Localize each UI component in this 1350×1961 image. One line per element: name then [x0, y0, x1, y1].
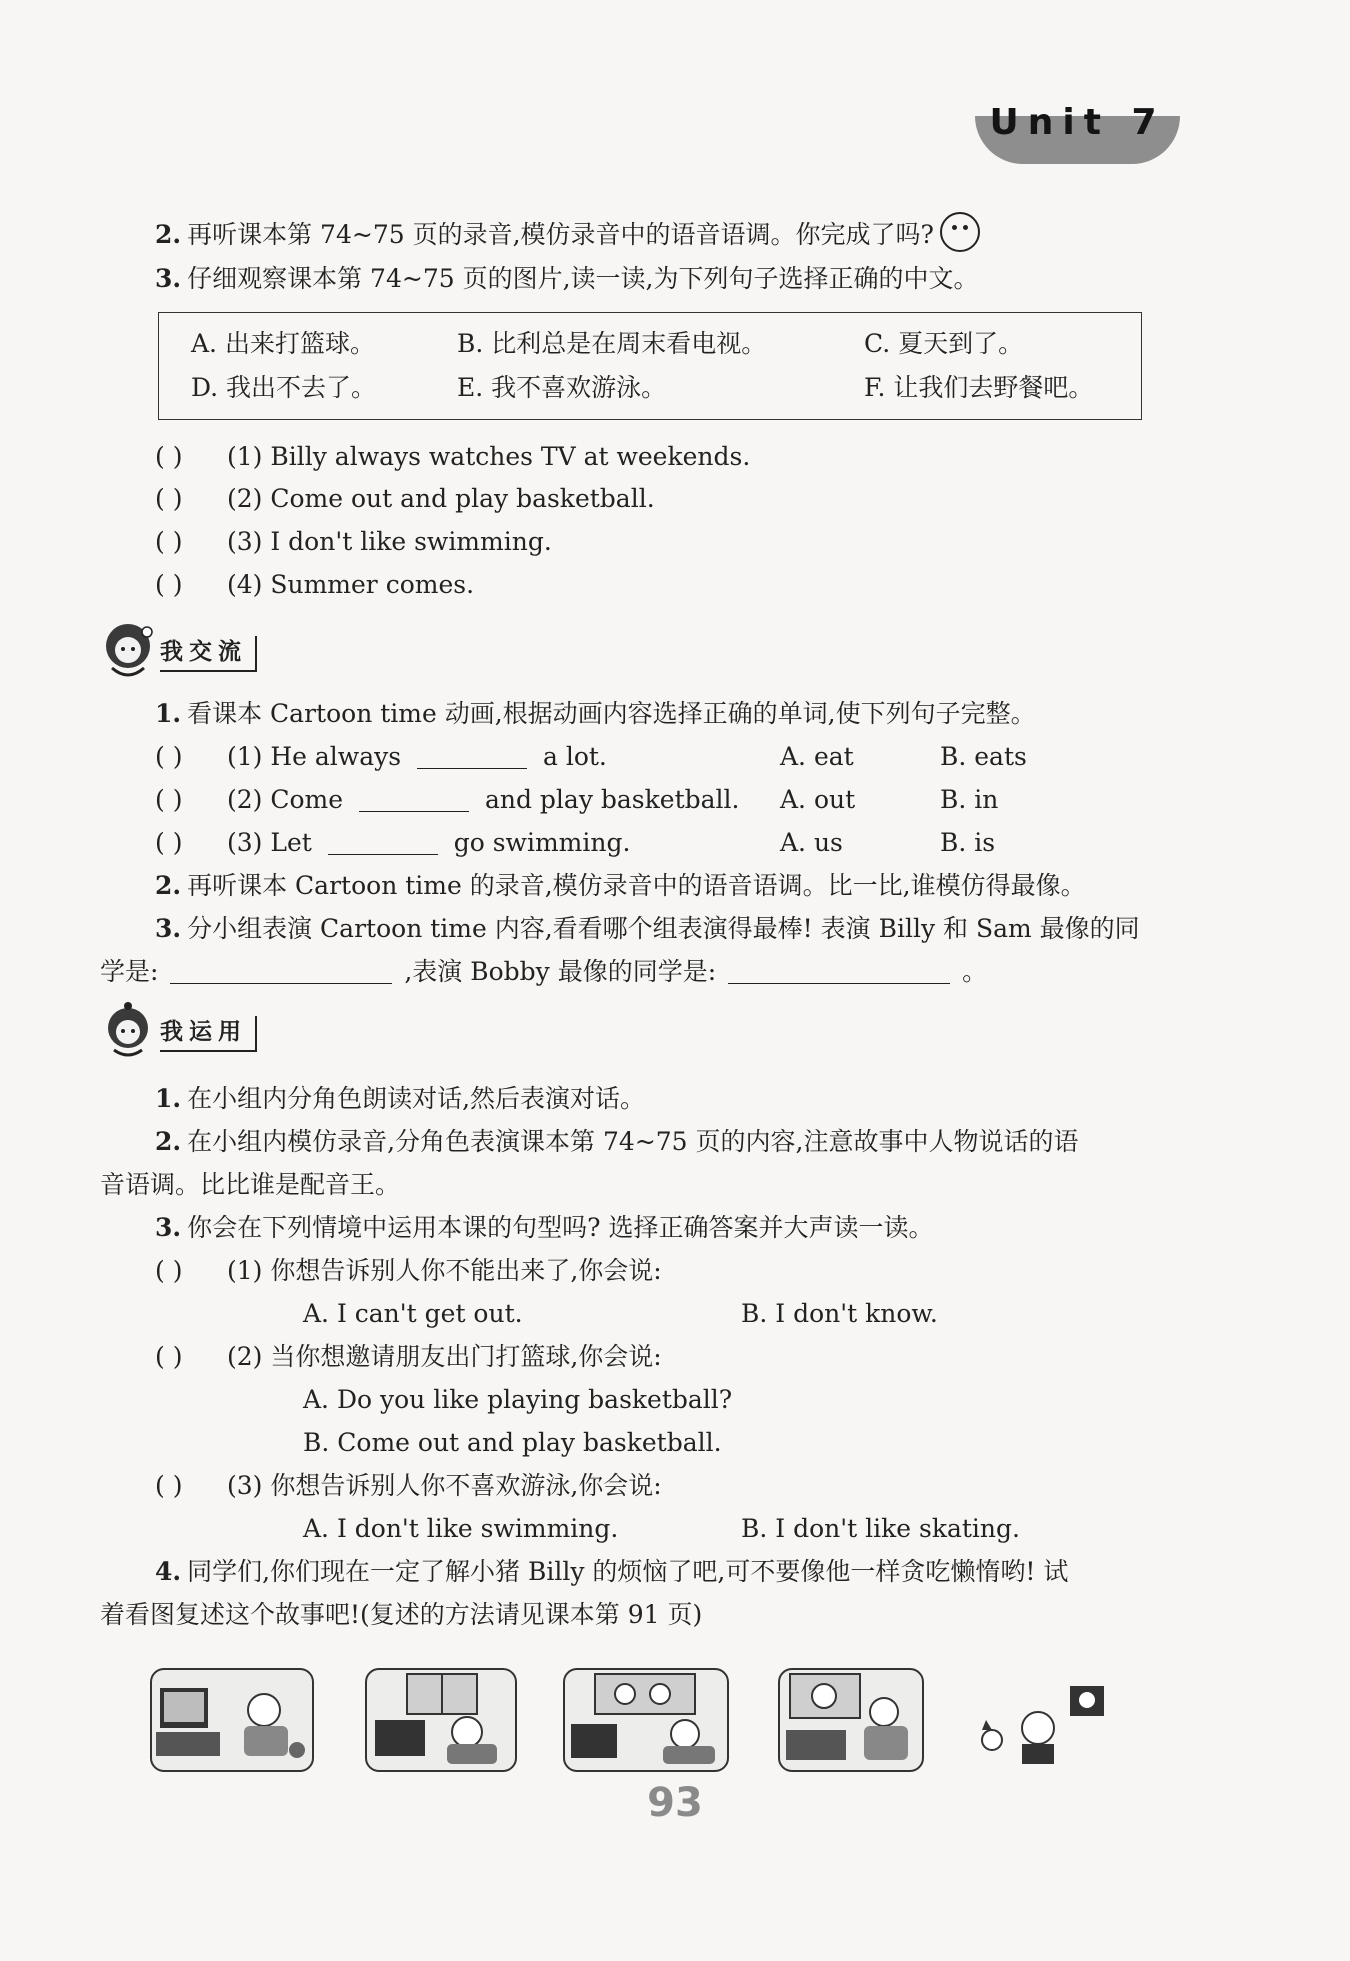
question-text: 再听课本第 74~75 页的录音,模仿录音中的语音语调。你完成了吗? [187, 220, 934, 249]
communicate-item-1 [155, 740, 1155, 774]
page-number: 93 [647, 1780, 703, 1826]
communicate-question-2 [155, 869, 1086, 903]
item-text-after: a lot. [542, 742, 607, 771]
item-text-after: and play basketball. [484, 785, 740, 814]
use-question-3 [155, 1211, 933, 1245]
item-text: (2) 当你想邀请朋友出门打篮球,你会说: [227, 1342, 662, 1371]
unit-tab [975, 102, 1180, 164]
question-text: 仔细观察课本第 74~75 页的图片,读一读,为下列句子选择正确的中文。 [187, 264, 979, 293]
use-item-1 [155, 1254, 662, 1288]
choice-box [158, 312, 1142, 420]
item-text: (1) Billy always watches TV at weekends. [227, 442, 751, 471]
option-a: A. I can't get out. [303, 1299, 523, 1328]
option-b: B. I don't like skating. [741, 1514, 1020, 1543]
answer-bracket[interactable]: ( ) [155, 1342, 183, 1371]
top-question-3 [155, 262, 978, 296]
name-blank-billy-sam[interactable] [170, 959, 392, 984]
text-segment: 。 [962, 957, 988, 986]
answer-bracket[interactable]: ( ) [155, 1256, 183, 1285]
communicate-question-3 [155, 912, 1140, 946]
answer-bracket[interactable]: ( ) [155, 742, 183, 771]
pig-at-window-illustration [780, 1670, 922, 1770]
text-segment: ,表演 Bobby 最像的同学是: [404, 957, 717, 986]
question-text: 再听课本 Cartoon time 的录音,模仿录音中的语音语调。比一比,谁模仿得最像。 [187, 871, 1086, 900]
section-title: 我交流 [160, 636, 257, 672]
question-text: 分小组表演 Cartoon time 内容,看看哪个组表演得最棒! 表演 Billy 和 Sam 最像的同 [187, 914, 1140, 943]
choice-e: E. 我不喜欢游泳。 [457, 373, 667, 402]
top-question-2 [155, 212, 980, 252]
question-number: 3. [155, 264, 182, 293]
choice-c: C. 夏天到了。 [864, 329, 1024, 358]
option-a: A. us [780, 828, 843, 857]
story-scene-1 [150, 1668, 314, 1772]
option-a: A. I don't like swimming. [303, 1514, 619, 1543]
story-illustration-strip [150, 1668, 1180, 1778]
choice-a: A. 出来打篮球。 [191, 329, 375, 358]
use-item-3-options [303, 1512, 1103, 1546]
question-number: 2. [155, 220, 182, 249]
communicate-item-3 [155, 826, 1155, 860]
friends-at-window-illustration [565, 1670, 727, 1770]
question-number: 3. [155, 1213, 182, 1242]
use-question-2-line-2: 音语调。比比谁是配音王。 [100, 1170, 401, 1199]
story-scene-3 [563, 1668, 729, 1772]
question-number: 2. [155, 1127, 182, 1156]
communicate-question-3-line-2 [100, 955, 987, 989]
answer-bracket[interactable]: ( ) [155, 828, 183, 857]
section-title: 我运用 [160, 1016, 257, 1052]
fill-blank[interactable] [359, 787, 469, 812]
question-text: 在小组内分角色朗读对话,然后表演对话。 [187, 1084, 646, 1113]
story-scene-2 [365, 1668, 517, 1772]
option-b: B. in [940, 785, 999, 814]
option-b: B. I don't know. [741, 1299, 938, 1328]
option-b: B. eats [940, 742, 1027, 771]
use-question-2 [155, 1125, 1078, 1159]
item-text: (4) Summer comes. [227, 570, 475, 599]
answer-bracket[interactable]: ( ) [155, 570, 183, 599]
item-text-before: (3) Let [227, 828, 312, 857]
top-item-1 [155, 440, 750, 474]
use-item-1-options [303, 1297, 1103, 1331]
section-use-header [100, 1000, 400, 1070]
fill-blank[interactable] [417, 744, 527, 769]
question-number: 1. [155, 1084, 182, 1113]
question-text: 同学们,你们现在一定了解小猪 Billy 的烦恼了吧,可不要像他一样贪吃懒惰哟! 试 [187, 1557, 1069, 1586]
use-item-3 [155, 1469, 662, 1503]
option-a: A. eat [780, 742, 854, 771]
item-text-before: (2) Come [227, 785, 344, 814]
cartoon-characters-illustration [970, 1678, 1180, 1773]
use-question-4 [155, 1555, 1068, 1589]
question-number: 1. [155, 699, 182, 728]
item-text: (1) 你想告诉别人你不能出来了,你会说: [227, 1256, 662, 1285]
item-text: (3) I don't like swimming. [227, 527, 552, 556]
window-room-illustration [367, 1670, 515, 1770]
use-question-1 [155, 1082, 645, 1116]
mascot-boy-icon [100, 1000, 158, 1062]
text-segment: 学是: [100, 957, 159, 986]
name-blank-bobby[interactable] [728, 959, 950, 984]
item-text-after: go swimming. [453, 828, 631, 857]
answer-bracket[interactable]: ( ) [155, 1471, 183, 1500]
mascot-girl-icon [100, 620, 158, 682]
story-scene-4 [778, 1668, 924, 1772]
top-item-4 [155, 568, 474, 602]
item-text-before: (1) He always [227, 742, 402, 771]
use-item-2-option-b: B. Come out and play basketball. [303, 1428, 722, 1457]
communicate-question-1 [155, 697, 1036, 731]
fill-blank[interactable] [328, 830, 438, 855]
answer-bracket[interactable]: ( ) [155, 527, 183, 556]
item-text: (2) Come out and play basketball. [227, 484, 655, 513]
choice-d: D. 我出不去了。 [191, 373, 377, 402]
top-item-3 [155, 525, 552, 559]
question-text: 你会在下列情境中运用本课的句型吗? 选择正确答案并大声读一读。 [187, 1213, 934, 1242]
question-number: 4. [155, 1557, 182, 1586]
question-text: 看课本 Cartoon time 动画,根据动画内容选择正确的单词,使下列句子完整。 [187, 699, 1036, 728]
answer-bracket[interactable]: ( ) [155, 442, 183, 471]
use-item-2-option-a: A. Do you like playing basketball? [303, 1385, 733, 1414]
tv-room-illustration [152, 1670, 312, 1770]
answer-bracket[interactable]: ( ) [155, 484, 183, 513]
option-a: A. out [780, 785, 856, 814]
use-item-2 [155, 1340, 662, 1374]
choice-f: F. 让我们去野餐吧。 [864, 373, 1094, 402]
section-communicate-header [100, 620, 400, 690]
item-text: (3) 你想告诉别人你不喜欢游泳,你会说: [227, 1471, 662, 1500]
use-question-4-line-2: 着看图复述这个故事吧!(复述的方法请见课本第 91 页) [100, 1600, 703, 1629]
smiley-face-icon [940, 212, 980, 252]
unit-label: Unit 7 [989, 102, 1166, 143]
question-number: 2. [155, 871, 182, 900]
option-b: B. is [940, 828, 996, 857]
answer-bracket[interactable]: ( ) [155, 785, 183, 814]
question-number: 3. [155, 914, 182, 943]
question-text: 在小组内模仿录音,分角色表演课本第 74~75 页的内容,注意故事中人物说话的语 [187, 1127, 1079, 1156]
top-item-2 [155, 482, 655, 516]
choice-b: B. 比利总是在周末看电视。 [457, 329, 767, 358]
communicate-item-2 [155, 783, 1155, 817]
